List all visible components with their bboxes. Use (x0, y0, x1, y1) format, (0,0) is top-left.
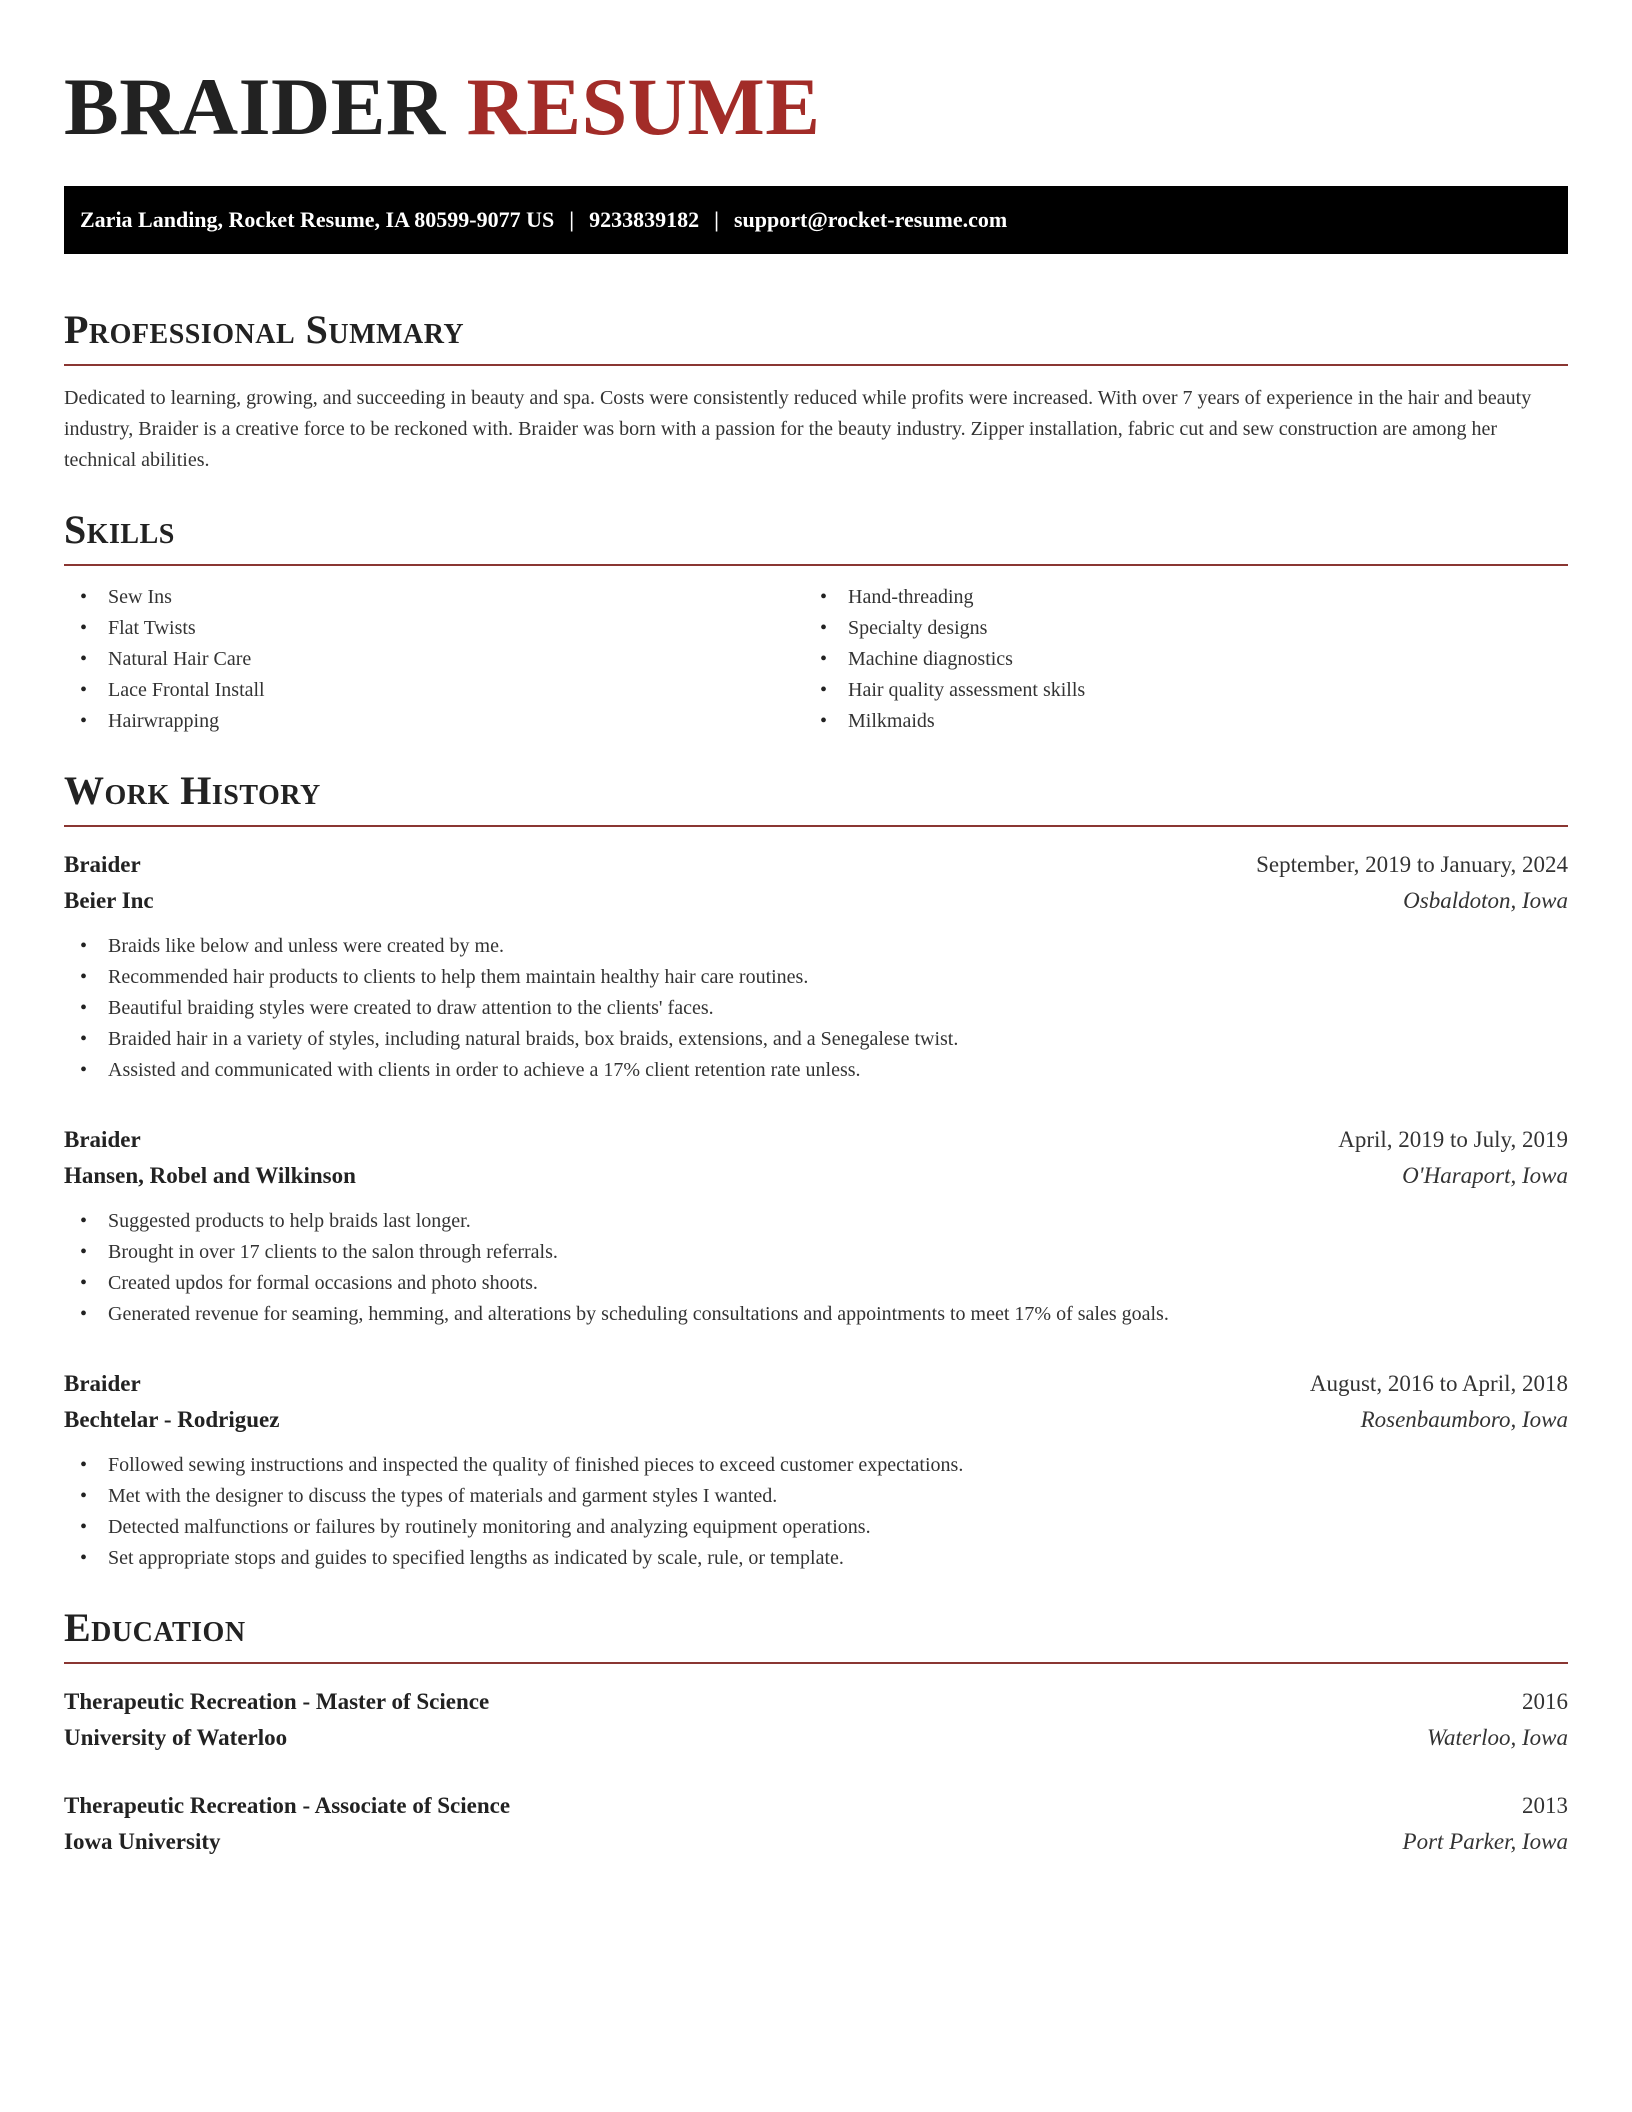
job-entry (64, 847, 1568, 1086)
job-company-row (64, 883, 1568, 919)
job-dates: August, 2016 to April, 2018 (1309, 1371, 1568, 1396)
job-bullet: • Created updos for formal occasions and photo shoots. (64, 1268, 1568, 1299)
section-divider (64, 825, 1568, 827)
skill-item: • Specialty designs (804, 613, 1544, 644)
section-divider (64, 364, 1568, 366)
skill-item: • Hand-threading (804, 582, 1544, 613)
job-bullet: • Detected malfunctions or failures by routinely monitoring and analyzing equipment operations. (64, 1512, 1568, 1543)
job-bullets (64, 931, 1568, 1086)
section-divider (64, 1662, 1568, 1664)
work-history-heading: Work History (64, 768, 321, 813)
education-year: 2016 (1522, 1689, 1568, 1714)
job-bullet: • Met with the designer to discuss the types of materials and garment styles I wanted. (64, 1481, 1568, 1512)
job-company-row (64, 1158, 1568, 1194)
job-bullet: • Suggested products to help braids last longer. (64, 1206, 1568, 1237)
job-location: Rosenbaumboro, Iowa (1360, 1407, 1568, 1432)
job-bullet: • Brought in over 17 clients to the salon through referrals. (64, 1237, 1568, 1268)
skill-item: • Machine diagnostics (804, 644, 1544, 675)
job-title: Braider (64, 1127, 141, 1152)
job-bullet: • Recommended hair products to clients to help them maintain healthy hair care routines. (64, 962, 1568, 993)
resume-title (64, 61, 1568, 152)
job-bullet: • Set appropriate stops and guides to specified lengths as indicated by scale, rule, or template. (64, 1543, 1568, 1574)
summary-heading: Professional Summary (64, 307, 465, 352)
education-entry (64, 1684, 1568, 1756)
job-location: O'Haraport, Iowa (1402, 1163, 1568, 1188)
education-degree: Therapeutic Recreation - Master of Science (64, 1689, 490, 1714)
skills-list (64, 582, 1568, 737)
education-location: Port Parker, Iowa (1402, 1829, 1568, 1854)
skill-item: • Hairwrapping (64, 706, 804, 737)
job-bullet: • Beautiful braiding styles were created to draw attention to the clients' faces. (64, 993, 1568, 1024)
section-divider (64, 564, 1568, 566)
job-company: Bechtelar - Rodriguez (64, 1407, 280, 1432)
job-title-row (64, 847, 1568, 883)
job-title: Braider (64, 1371, 141, 1396)
contact-separator: | (714, 207, 719, 232)
job-bullet: • Followed sewing instructions and inspected the quality of finished pieces to exceed customer expectations. (64, 1450, 1568, 1481)
job-bullets (64, 1206, 1568, 1330)
education-school: University of Waterloo (64, 1725, 288, 1750)
title-second-word: RESUME (466, 61, 821, 152)
skill-item: • Sew Ins (64, 582, 804, 613)
job-company-row (64, 1402, 1568, 1438)
education-school: Iowa University (64, 1829, 221, 1854)
job-dates: September, 2019 to January, 2024 (1256, 852, 1568, 877)
job-company: Beier Inc (64, 888, 154, 913)
job-bullet: • Braids like below and unless were created by me. (64, 931, 1568, 962)
education-year: 2013 (1522, 1793, 1568, 1818)
job-dates: April, 2019 to July, 2019 (1338, 1127, 1568, 1152)
contact-phone: 9233839182 (589, 207, 700, 232)
job-bullet: • Braided hair in a variety of styles, including natural braids, box braids, extensions, and a Senegalese twist. (64, 1024, 1568, 1055)
job-entry (64, 1366, 1568, 1574)
skills-column-left (64, 582, 804, 737)
skill-item: • Milkmaids (804, 706, 1544, 737)
summary-text: Dedicated to learning, growing, and succeeding in beauty and spa. Costs were consistently reduced while profits were increased. With over 7 years of experience in the hair and beauty industry, Braider is a creative force to be reckoned with. Braider was born with a passion for the beauty industry. Zipper installation, fabric cut and sew construction are among her technical abilities. (64, 387, 1532, 471)
contact-separator: | (569, 207, 575, 232)
job-bullets (64, 1450, 1568, 1574)
job-title: Braider (64, 852, 141, 877)
education-location: Waterloo, Iowa (1427, 1725, 1568, 1750)
education-school-row (64, 1824, 1568, 1860)
education-degree-row (64, 1684, 1568, 1720)
education-heading: Education (64, 1605, 246, 1650)
job-bullet: • Generated revenue for seaming, hemming, and alterations by scheduling consultations and appointments to meet 17% of sales goals. (64, 1299, 1568, 1330)
education-school-row (64, 1720, 1568, 1756)
job-entry (64, 1122, 1568, 1330)
contact-bar (64, 186, 1568, 254)
education-degree-row (64, 1788, 1568, 1824)
skill-item: • Natural Hair Care (64, 644, 804, 675)
job-company: Hansen, Robel and Wilkinson (64, 1163, 356, 1188)
contact-address: Zaria Landing, Rocket Resume, IA 80599-9077 US (80, 207, 555, 232)
contact-email: support@rocket-resume.com (733, 207, 1008, 232)
skills-column-right (804, 582, 1544, 737)
skill-item: • Hair quality assessment skills (804, 675, 1544, 706)
skills-heading: Skills (64, 507, 175, 552)
education-entry (64, 1788, 1568, 1860)
job-title-row (64, 1366, 1568, 1402)
skill-item: • Flat Twists (64, 613, 804, 644)
skill-item: • Lace Frontal Install (64, 675, 804, 706)
job-bullet: • Assisted and communicated with clients in order to achieve a 17% client retention rate unless. (64, 1055, 1568, 1086)
job-title-row (64, 1122, 1568, 1158)
education-degree: Therapeutic Recreation - Associate of Science (64, 1793, 511, 1818)
title-first-word: BRAIDER (64, 61, 446, 152)
job-location: Osbaldoton, Iowa (1403, 888, 1568, 913)
